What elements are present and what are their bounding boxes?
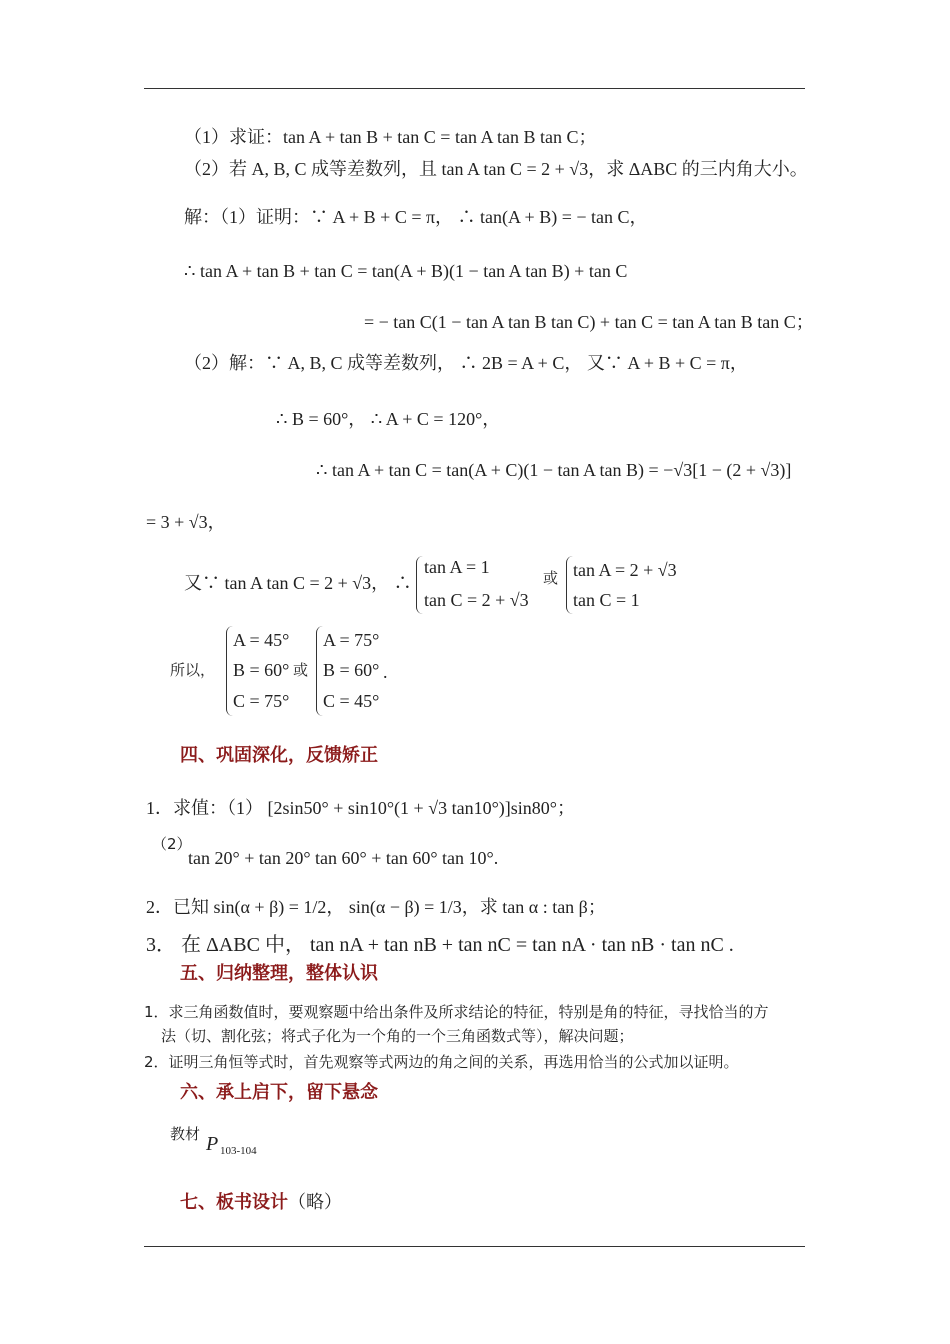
system-3-row-2: B = 60°: [233, 660, 290, 680]
exercise-2: 2．已知 sin(α + β) = 1/2， sin(α − β) = 1/3，求 tan α : tan β；: [146, 897, 606, 917]
system-brace-3: [226, 626, 233, 716]
final-period: .: [383, 662, 388, 682]
summary-1-line-2: 法（切、割化弦；将式子化为一个角的一个三角函数式等），解决问题；: [161, 1027, 634, 1045]
section-6-heading: 六、承上启下，留下悬念: [180, 1082, 378, 1103]
exercise-1: 1．求值：（1） [2sin50° + sin10°(1 + √3 tan10°)]sin80°；: [146, 798, 575, 818]
question-1: （1）求证：tan A + tan B + tan C = tan A tan B tan C；: [184, 127, 597, 147]
system-1-row-1: tan A = 1: [424, 557, 490, 577]
solution-line-6: ∴ tan A + tan C = tan(A + C)(1 − tan A tan B) = −√3[1 − (2 + √3)]: [316, 460, 792, 480]
so-text: 所以，: [170, 661, 216, 679]
system-4-row-2: B = 60°: [323, 660, 380, 680]
system-brace-1: [416, 556, 423, 614]
exercise-3: 3． 在 ΔABC 中， tan nA + tan nB + tan nC = tan nA · tan nB · tan nC .: [146, 934, 734, 956]
system-brace-4: [316, 626, 323, 716]
system-4-row-3: C = 45°: [323, 691, 380, 711]
solution-line-5: ∴ B = 60°， ∴ A + C = 120°，: [276, 409, 501, 429]
textbook-page-range: 103-104: [220, 1145, 257, 1157]
textbook-label: 教材: [170, 1125, 201, 1143]
exercise-1b-label: （2）: [152, 835, 192, 853]
summary-2: 2．证明三角恒等式时，首先观察等式两边的角之间的关系，再选用恰当的公式加以证明。: [144, 1053, 739, 1071]
section-7-title: 七、板书设计: [180, 1192, 288, 1213]
exercise-1b: tan 20° + tan 20° tan 60° + tan 60° tan 10°.: [188, 848, 499, 868]
solution-line-8: 又∵ tan A tan C = 2 + √3， ∴: [184, 573, 412, 593]
system-3-row-1: A = 45°: [233, 630, 290, 650]
solution-line-2: ∴ tan A + tan B + tan C = tan(A + B)(1 − tan A tan B) + tan C: [184, 261, 628, 281]
system-brace-2: [566, 556, 573, 614]
system-2-row-2: tan C = 1: [573, 590, 640, 610]
system-4-row-1: A = 75°: [323, 630, 380, 650]
system-3-row-3: C = 75°: [233, 691, 290, 711]
solution-line-4: （2）解：∵ A, B, C 成等差数列， ∴ 2B = A + C， 又∵ A + B + C = π，: [184, 353, 748, 373]
solution-line-1: 解：（1）证明：∵ A + B + C = π， ∴ tan(A + B) = − tan C，: [184, 207, 648, 227]
or-text-1: 或: [543, 569, 559, 587]
top-rule: [144, 88, 805, 89]
textbook-page-ref: P: [206, 1133, 219, 1155]
question-2: （2）若 A, B, C 成等差数列，且 tan A tan C = 2 + √3，求 ΔABC 的三内角大小。: [184, 159, 808, 179]
or-text-2: 或: [293, 661, 309, 679]
section-7-suffix: （略）: [288, 1192, 342, 1213]
system-1-row-2: tan C = 2 + √3: [424, 590, 529, 610]
solution-line-7: = 3 + √3，: [146, 512, 226, 532]
system-2-row-1: tan A = 2 + √3: [573, 560, 677, 580]
summary-1-line-1: 1．求三角函数值时，要观察题中给出条件及所求结论的特征，特别是角的特征，寻找恰当的方: [144, 1003, 769, 1021]
section-5-heading: 五、归纳整理，整体认识: [180, 963, 378, 984]
section-4-heading: 四、巩固深化，反馈矫正: [180, 745, 378, 766]
solution-line-3: = − tan C(1 − tan A tan B tan C) + tan C = tan A tan B tan C；: [364, 312, 814, 332]
bottom-rule: [144, 1246, 805, 1247]
section-7-heading: [180, 1188, 342, 1214]
